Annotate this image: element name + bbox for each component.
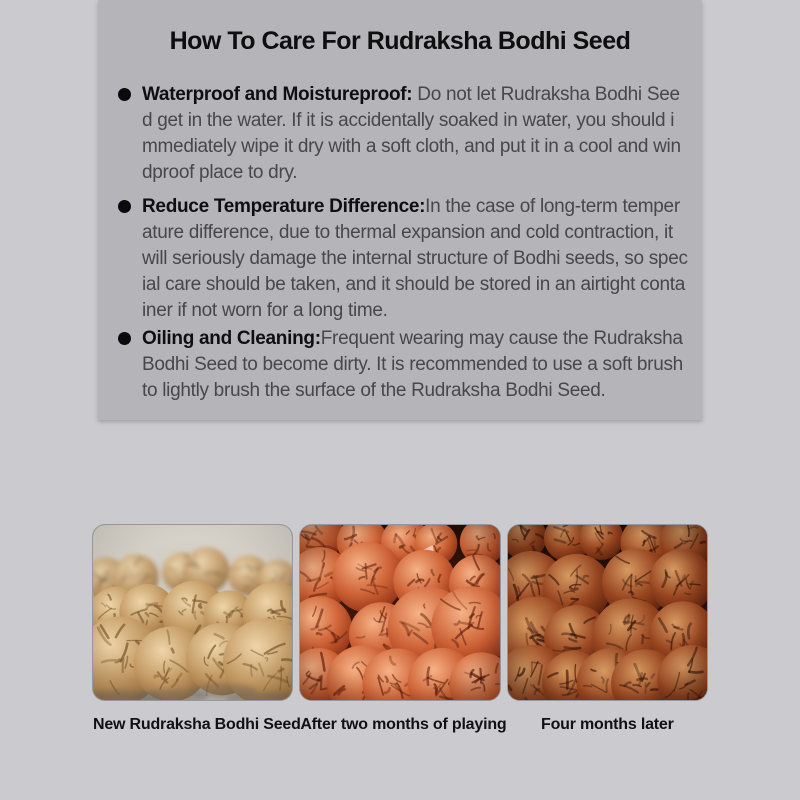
page-title: How To Care For Rudraksha Bodhi Seed [169,27,631,55]
bullet-text: Frequent wearing may cause the Rudraksha Bodhi Seed to become dirty. It is recommended to use a soft brush to lightly brush the surface of the Rudraksha Bodhi Seed. [142,328,683,401]
image-caption: New Rudraksha Bodhi Seed [93,716,301,733]
seed-photo-two-months-image [300,525,499,700]
bullet-dot-icon [118,88,131,101]
bullet-label: Reduce Temperature Difference: [142,196,426,217]
image-caption: After two months of playing [300,716,507,733]
bullet-dot-icon [118,332,131,345]
comparison-item-four-months [508,525,707,734]
bullet-list [118,82,688,404]
bullet-label: Waterproof and Moistureproof: [142,84,418,105]
seed-photo-two-months-image [300,525,499,700]
comparison-item-new [93,525,301,734]
comparison-row [93,525,707,734]
care-instructions-panel [98,0,702,420]
seed-photo-four-months-image [508,525,707,700]
bullet-text: Do not let Rudraksha Bodhi Seed get in the water. If it is accidentally soaked in water, you should immediately wipe it dry with a soft cloth, and put it in a cool and windproof place to dry. [142,84,681,183]
seed-photo-new-image [93,525,292,700]
bullet-item-temperature [118,194,688,324]
seed-photo-four-months-image [508,525,707,700]
seed-photo-new-image [93,525,292,700]
bullet-label: Oiling and Cleaning: [142,328,321,349]
bullet-dot-icon [118,200,131,213]
bullet-text: In the case of long-term temperature difference, due to thermal expansion and cold contraction, it will seriously damage the internal structure of Bodhi seeds, so special care should be taken, and it should be stored in an airtight container if not worn for a long time. [142,196,688,321]
comparison-item-two-months [300,525,507,734]
image-caption: Four months later [541,716,674,733]
bullet-item-waterproof [118,82,688,186]
bullet-item-cleaning [118,326,688,404]
